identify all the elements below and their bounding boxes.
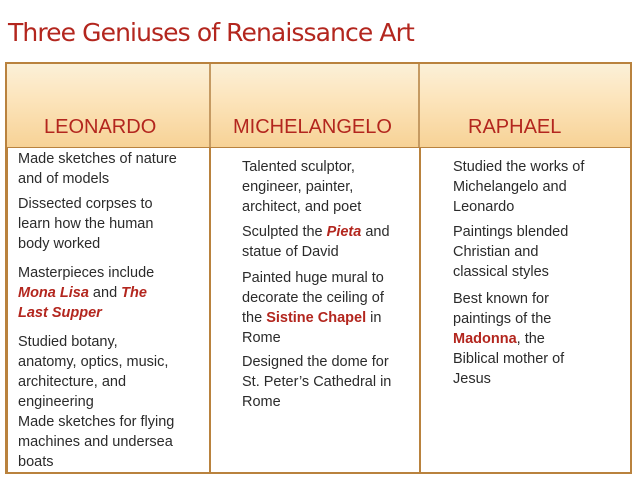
item-text: St. Peter’s Cathedral in [242,374,392,390]
item-text: statue of David [242,244,339,260]
item-line [18,372,168,392]
raphael-item [453,157,584,217]
item-text: machines and undersea [18,434,173,450]
item-line [242,352,391,372]
michelangelo-item [242,352,391,412]
item-line [18,352,168,372]
page-title: Three Geniuses of Renaissance Art [8,18,414,47]
item-line [242,268,384,288]
item-text: Christian and [453,244,539,260]
raphael-item [453,222,568,282]
item-text: decorate the ceiling of [242,290,384,306]
item-text: Made sketches for flying [18,414,175,430]
emphasis-text: Mona Lisa [18,285,89,301]
column-header-raphael: RAPHAEL [468,116,562,138]
emphasis-text: The [121,285,147,301]
item-text: Jesus [453,371,491,387]
raphael-item [453,289,564,389]
item-text: Masterpieces include [18,265,155,281]
item-text: Michelangelo and [453,179,567,195]
emphasis-text: Pieta [326,224,362,240]
item-line [453,289,564,309]
leonardo-item [18,263,154,323]
item-line [18,169,177,189]
item-text: Biblical mother of [453,351,565,367]
item-line [453,329,564,349]
item-line [453,222,568,242]
item-text: Dissected corpses to [18,196,153,212]
column-header-leonardo: LEONARDO [44,116,157,138]
item-text: boats [18,454,54,470]
michelangelo-item [242,222,390,262]
item-line [453,369,564,389]
item-line [242,197,361,217]
item-line [242,372,391,392]
item-line [242,392,391,412]
leonardo-item [18,149,177,189]
item-line [18,452,174,472]
item-line [242,328,384,348]
item-text: Sculpted the [242,224,327,240]
item-text: and of models [18,171,110,187]
item-line [453,177,584,197]
item-line [18,234,153,254]
emphasis-text: Sistine Chapel [266,310,367,326]
item-text: paintings of the [453,311,552,327]
item-text: Studied the works of [453,159,585,175]
emphasis-text: Last Supper [18,305,102,321]
item-text: Designed the dome for [242,354,389,370]
leonardo-item [18,412,174,472]
item-line [242,288,384,308]
item-text: learn how the human [18,216,154,232]
item-text: Rome [242,394,281,410]
item-text: Paintings blended [453,224,569,240]
item-text: the [242,310,267,326]
item-text: Painted huge mural to [242,270,384,286]
item-text: Leonardo [453,199,515,215]
item-text: classical styles [453,264,549,280]
item-line [18,194,153,214]
item-line [242,222,390,242]
item-line [18,283,154,303]
item-line [453,242,568,262]
item-text: and [361,224,390,240]
item-text: body worked [18,236,101,252]
item-line [453,157,584,177]
item-text: in [366,310,382,326]
item-line [18,332,168,352]
item-text: and [88,285,122,301]
item-text: Rome [242,330,281,346]
item-line [18,149,177,169]
michelangelo-item [242,268,384,348]
item-line [242,242,390,262]
item-line [18,263,154,283]
item-line [18,392,168,412]
item-text: Talented sculptor, [242,159,355,175]
emphasis-text: Madonna [453,331,517,347]
leonardo-item [18,194,153,254]
item-line [453,197,584,217]
item-line [453,262,568,282]
item-line [18,214,153,234]
item-text: anatomy, optics, music, [18,354,169,370]
item-text: engineering [18,394,94,410]
item-line [18,303,154,323]
item-text: , the [516,331,545,347]
michelangelo-item [242,157,361,217]
item-text: architect, and poet [242,199,362,215]
item-line [242,177,361,197]
item-text: architecture, and [18,374,127,390]
item-line [453,349,564,369]
item-text: Best known for [453,291,549,307]
item-line [453,309,564,329]
item-text: engineer, painter, [242,179,354,195]
column-header-michelangelo: MICHELANGELO [233,116,392,138]
item-text: Made sketches of nature [18,151,177,167]
item-line [18,412,174,432]
item-line [18,432,174,452]
leonardo-item [18,332,168,412]
item-text: Studied botany, [18,334,118,350]
item-line [242,308,384,328]
item-line [242,157,361,177]
